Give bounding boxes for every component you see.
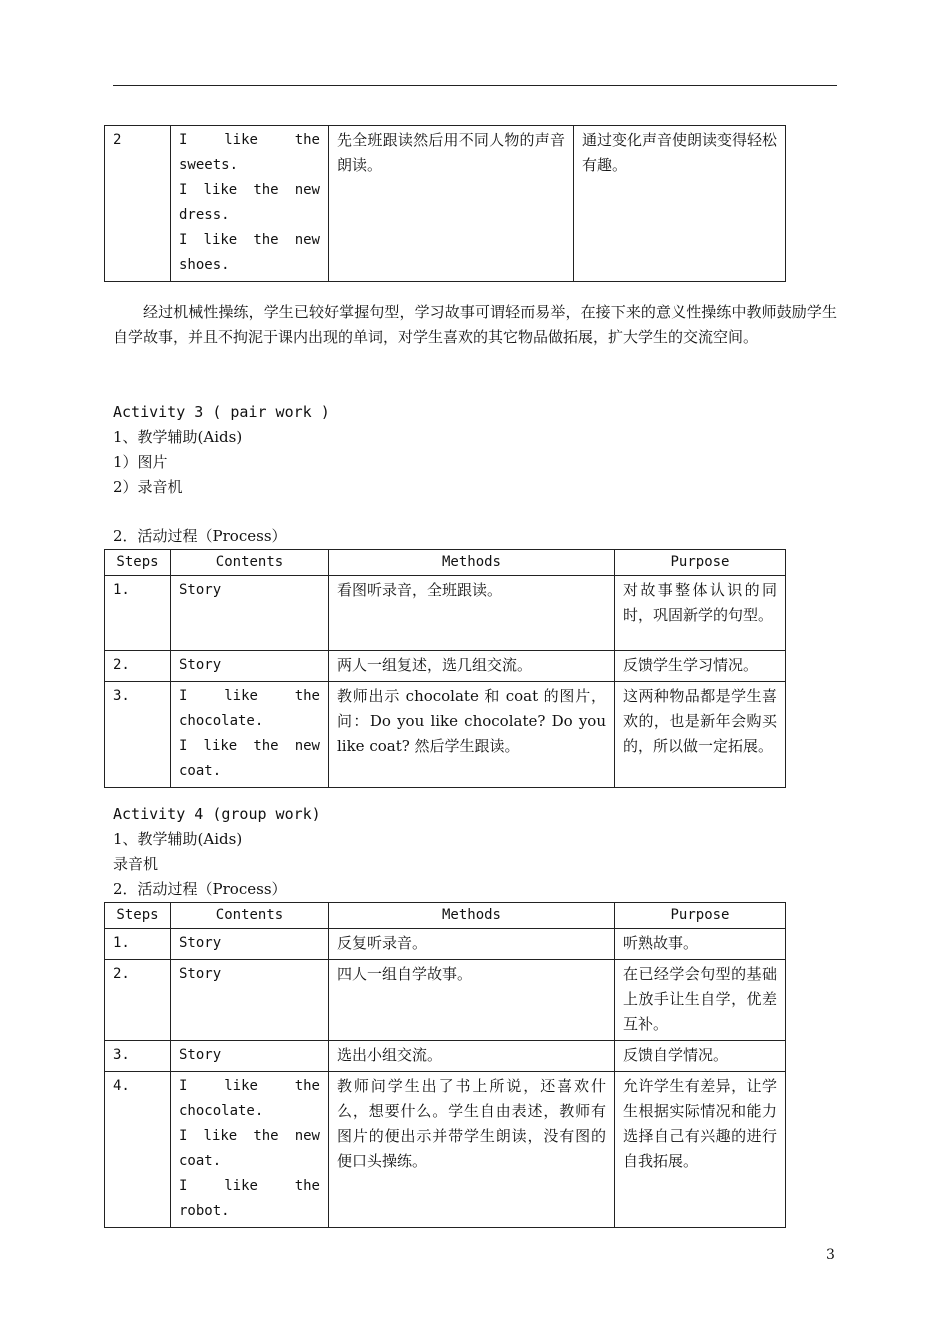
- purpose-cell: 听熟故事。: [615, 929, 786, 960]
- contents-cell: I like the chocolate. I like the new coat. I like the robot.: [171, 1072, 329, 1228]
- methods-cell: 两人一组复述，选几组交流。: [329, 651, 615, 682]
- contents-cell: Story: [171, 929, 329, 960]
- methods-cell: 先全班跟读然后用不同人物的声音朗读。: [329, 126, 574, 282]
- header-purpose: Purpose: [615, 903, 786, 929]
- header-methods: Methods: [329, 903, 615, 929]
- activity4-title: Activity 4 (group work): [113, 805, 321, 823]
- methods-cell: 选出小组交流。: [329, 1041, 615, 1072]
- step-cell: 3.: [105, 1041, 171, 1072]
- body-paragraph: 经过机械性操练，学生已较好掌握句型，学习故事可谓轻而易举，在接下来的意义性操练中教师鼓励学生自学故事，并且不拘泥于课内出现的单词，对学生喜欢的其它物品做拓展，扩大学生的交流空间。: [113, 303, 837, 346]
- methods-cell: 四人一组自学故事。: [329, 960, 615, 1041]
- header-contents: Contents: [171, 550, 329, 576]
- purpose-cell: 反馈学生学习情况。: [615, 651, 786, 682]
- methods-cell: 反复听录音。: [329, 929, 615, 960]
- purpose-cell: 允许学生有差异，让学生根据实际情况和能力选择自己有兴趣的进行自我拓展。: [615, 1072, 786, 1228]
- step-cell: 2: [105, 126, 171, 282]
- contents-cell: Story: [171, 1041, 329, 1072]
- activity4-table: [104, 902, 786, 1228]
- table-row: [105, 126, 786, 282]
- activity4-aids-heading: 1、教学辅助(Aids): [113, 830, 243, 848]
- contents-cell: Story: [171, 576, 329, 651]
- activity2-table-continued: [104, 125, 786, 282]
- table-row: [105, 1072, 786, 1228]
- table-row: [105, 576, 786, 651]
- table-header-row: [105, 903, 786, 929]
- page-number: 3: [826, 1247, 835, 1263]
- purpose-cell: 这两种物品都是学生喜欢的，也是新年会购买的，所以做一定拓展。: [615, 682, 786, 788]
- activity3-aids-heading: 1、教学辅助(Aids): [113, 428, 243, 446]
- step-cell: 2.: [105, 651, 171, 682]
- methods-cell: 看图听录音，全班跟读。: [329, 576, 615, 651]
- methods-cell: 教师出示 chocolate 和 coat 的图片，问：Do you like chocolate? Do you like coat? 然后学生跟读。: [329, 682, 615, 788]
- contents-cell: I like the sweets. I like the new dress. I like the new shoes.: [171, 126, 329, 282]
- purpose-cell: 在已经学会句型的基础上放手让生自学，优差互补。: [615, 960, 786, 1041]
- activity4-aids-item: 录音机: [113, 855, 159, 873]
- purpose-cell: 反馈自学情况。: [615, 1041, 786, 1072]
- header-contents: Contents: [171, 903, 329, 929]
- purpose-cell: 通过变化声音使朗读变得轻松有趣。: [574, 126, 786, 282]
- activity4-process-heading: 2．活动过程（Process）: [113, 880, 287, 898]
- step-cell: 2.: [105, 960, 171, 1041]
- activity3-aids-item: 1）图片: [113, 453, 168, 471]
- header-purpose: Purpose: [615, 550, 786, 576]
- activity3-process-heading: 2．活动过程（Process）: [113, 527, 287, 545]
- contents-cell: Story: [171, 960, 329, 1041]
- contents-cell: I like the chocolate. I like the new coat.: [171, 682, 329, 788]
- header-steps: Steps: [105, 903, 171, 929]
- header-methods: Methods: [329, 550, 615, 576]
- step-cell: 1.: [105, 929, 171, 960]
- purpose-cell: 对故事整体认识的同时，巩固新学的句型。: [615, 576, 786, 651]
- step-cell: 3.: [105, 682, 171, 788]
- table-row: [105, 682, 786, 788]
- table-row: [105, 929, 786, 960]
- step-cell: 1.: [105, 576, 171, 651]
- methods-cell: 教师问学生出了书上所说，还喜欢什么，想要什么。学生自由表述，教师有图片的便出示并带学生朗读，没有图的便口头操练。: [329, 1072, 615, 1228]
- activity3-title: Activity 3 ( pair work ): [113, 403, 330, 421]
- activity3-table: [104, 549, 786, 788]
- contents-cell: Story: [171, 651, 329, 682]
- header-steps: Steps: [105, 550, 171, 576]
- table-header-row: [105, 550, 786, 576]
- table-row: [105, 1041, 786, 1072]
- table-row: [105, 960, 786, 1041]
- step-cell: 4.: [105, 1072, 171, 1228]
- activity3-aids-item: 2）录音机: [113, 478, 183, 496]
- table-row: [105, 651, 786, 682]
- header-rule: [113, 85, 837, 86]
